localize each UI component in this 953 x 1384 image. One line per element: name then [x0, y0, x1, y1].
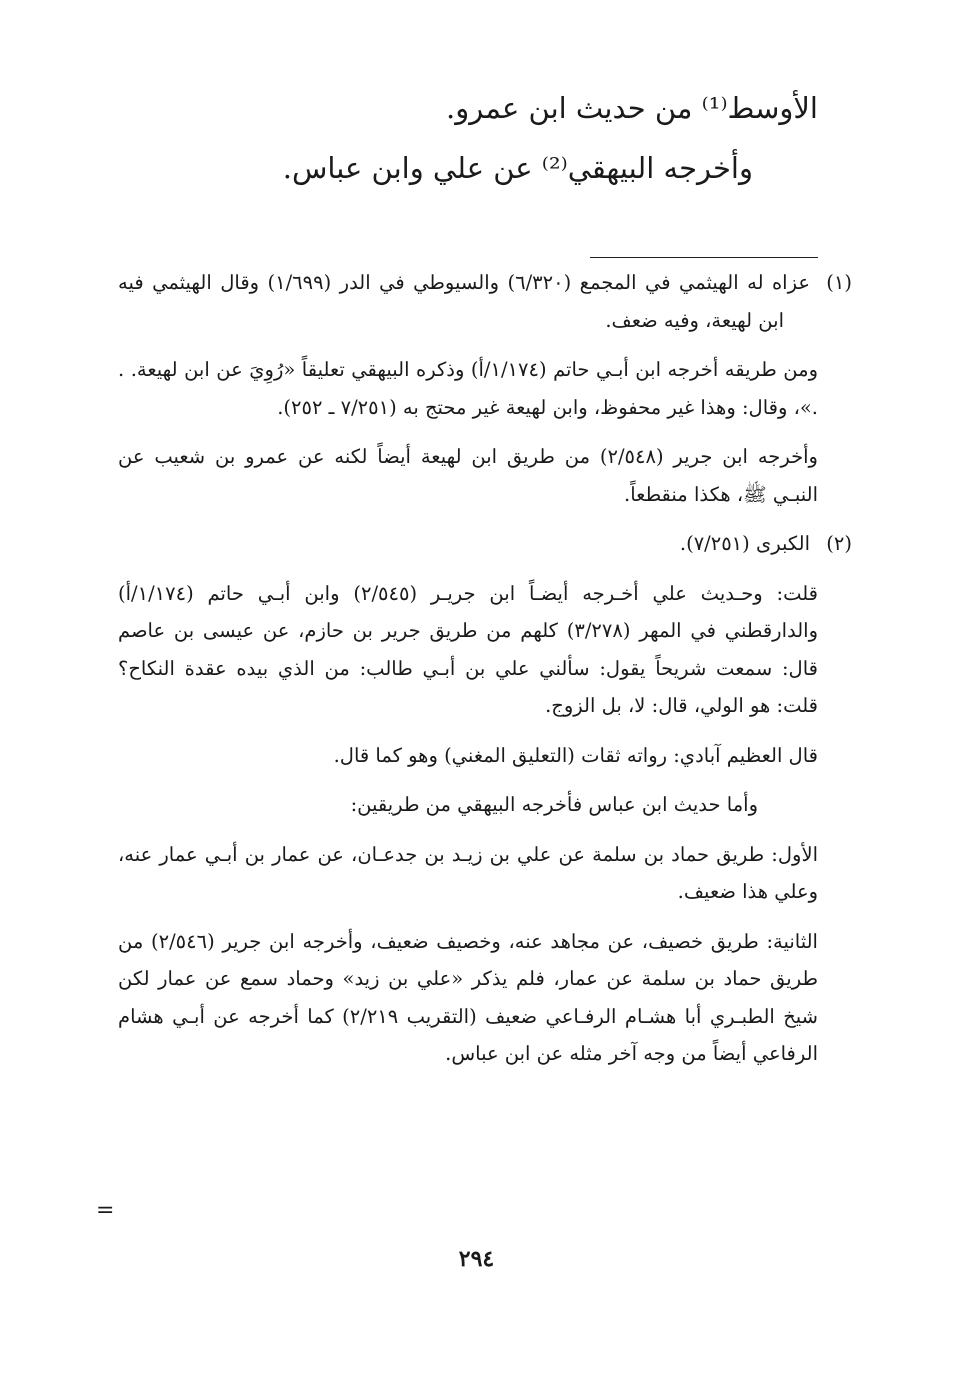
- footnote-paragraph: قال العظيم آبادي: رواته ثقات (التعليق المغني) وهو كما قال.: [333, 743, 818, 767]
- footnote-separator: [590, 257, 818, 258]
- footnotes: [118, 264, 852, 1085]
- footnote-paragraph: وأما حديث ابن عباس فأخرجه البيهقي من طريقين:: [350, 793, 758, 816]
- footnote-text: عزاه له الهيثمي في المجمع (٦/٣٢٠) والسيوطي في الدر (١/٦٩٩) وقال الهيثمي فيه ابن لهيعة، وفيه ضعف.: [118, 271, 810, 332]
- main-text-line: وأخرجه البيهقي⁽²⁾ عن علي وابن عباس.: [282, 151, 753, 185]
- footnote-2: (٢)الكبرى (٧/٢٥١).: [679, 532, 852, 555]
- footnote-paragraph: الثانية: طريق خصيف، عن مجاهد عنه، وخصيف ضعيف، وأخرجه ابن جرير (٢/٥٤٦) من طريق حماد بن سلمة عن عمار، فلم يذكر «علي بن زيد» وحماد سمع عن عمار لكن شيخ الطبـري أبا هشـام الرفـاعي ضعيف (التقريب ٢/٢١٩) كما أخرجه عن أبـي هشام الرفاعي أيضاً من وجه آخر مثله عن ابن عباس.: [118, 929, 819, 1065]
- main-text-line: الأوسط⁽¹⁾ من حديث ابن عمرو.: [445, 91, 818, 125]
- main-text: [118, 78, 818, 198]
- page-number: ٢٩٤: [458, 1246, 495, 1272]
- footnote-paragraph: الأول: طريق حماد بن سلمة عن علي بن زيـد بن جدعـان، عن عمار بن أبـي عمار عنه، وعلي هذا ضعيف.: [118, 842, 818, 903]
- footnote-1: (١)عزاه له الهيثمي في المجمع (٦/٣٢٠) والسيوطي في الدر (١/٦٩٩) وقال الهيثمي فيه ابن لهيعة، وفيه ضعف.: [118, 271, 852, 332]
- footnote-paragraph: وأخرجه ابن جرير (٢/٥٤٨) من طريق ابن لهيعة أيضاً لكنه عن عمرو بن شعيب عن النبـي ﷺ، هكذا منقطعاً.: [118, 445, 818, 506]
- footnote-paragraph: ومن طريقه أخرجه ابن أبـي حاتم (١/١٧٤/أ) وذكره البيهقي تعليقاً «رُوِيَ عن ابن لهيعة. . .»، وقال: وهذا غير محفوظ، وابن لهيعة غير محتج به (٧/٢٥١ ـ ٢٥٢).: [118, 358, 818, 419]
- footnote-text: الكبرى (٧/٢٥١).: [679, 532, 810, 555]
- footnote-paragraph: قلت: وحـديث علي أخـرجه أيضـاً ابن جريـر (٢/٥٤٥) وابن أبـي حاتم (١/١٧٤/أ) والدارقطني في المهر (٣/٢٧٨) كلهم من طريق جرير بن حازم، عن عيسى بن عاصم قال: سمعت شريحاً يقول: سألني علي بن أبـي طالب: من الذي بيده عقدة النكاح؟ قلت: هو الولي، قال: لا، بل الزوج.: [118, 581, 818, 717]
- continuation-mark: =: [96, 1198, 115, 1223]
